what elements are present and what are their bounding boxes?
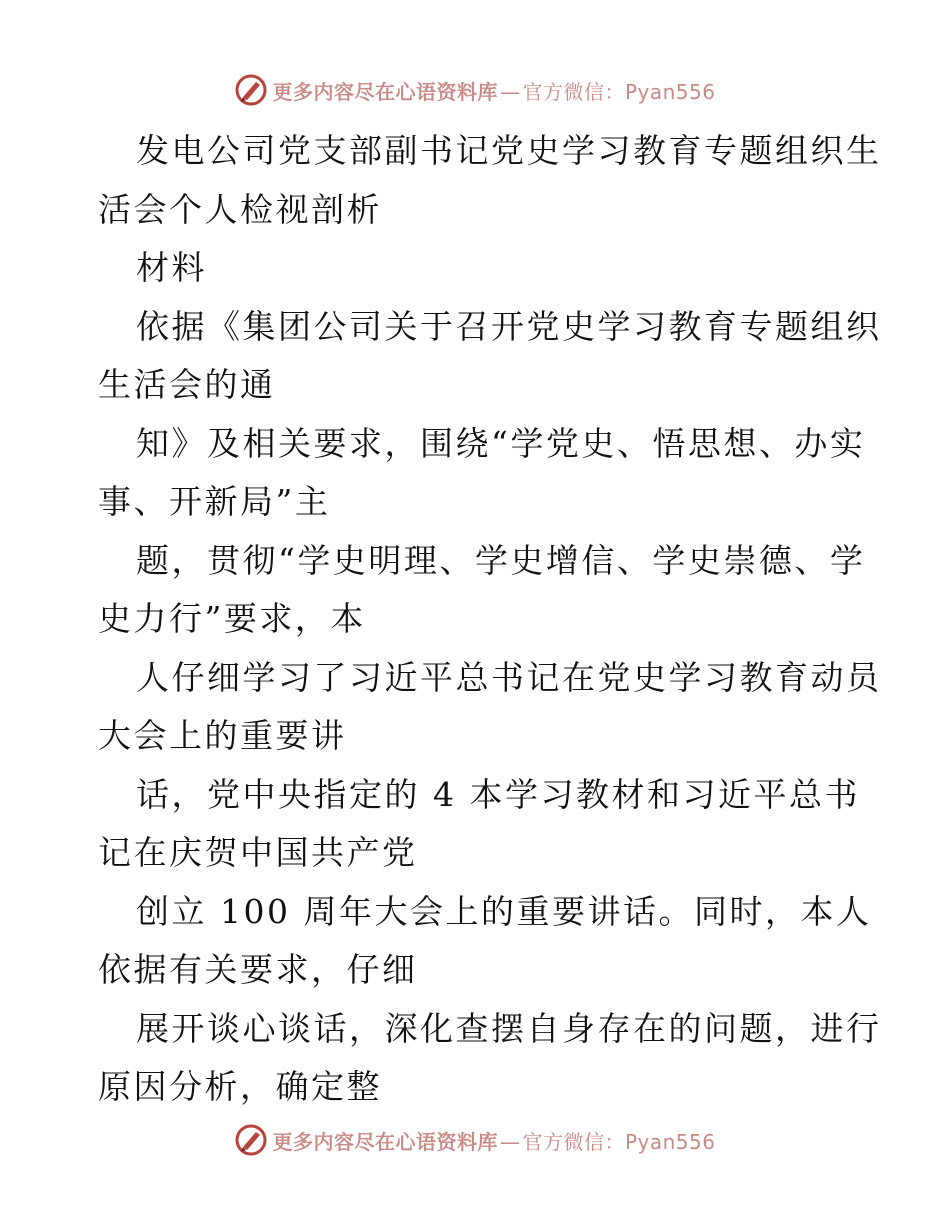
body-text-line: 记在庆贺中国共产党 xyxy=(98,833,418,872)
pen-logo-icon xyxy=(234,1123,268,1157)
body-text-line: 知》及相关要求，围绕“学党史、悟思想、办实 xyxy=(136,423,866,463)
watermark-main-text: 更多内容尽在心语资料库 xyxy=(272,1129,498,1154)
watermark-wechat-text: 官方微信：Pyan556 xyxy=(522,79,716,104)
body-text-line: 题，贯彻“学史明理、学史增信、学史崇德、学 xyxy=(136,540,866,580)
watermark-dash: — xyxy=(499,79,521,104)
pen-logo-icon xyxy=(234,73,268,107)
body-text-line: 人仔细学习了习近平总书记在党史学习教育动员 xyxy=(136,657,882,697)
watermark-dash: — xyxy=(499,1129,521,1154)
body-text-line: 原因分析，确定整 xyxy=(98,1067,382,1106)
header-watermark xyxy=(0,70,950,110)
body-text-line: 话，党中央指定的 4 本学习教材和习近平总书 xyxy=(136,774,860,814)
body-text-line: 依据有关要求，仔细 xyxy=(98,950,418,989)
body-text-line: 事、开新局”主 xyxy=(98,482,331,521)
body-text-line: 材料 xyxy=(136,248,207,287)
document-body xyxy=(98,122,882,1117)
body-text-line: 发电公司党支部副书记党史学习教育专题组织生 xyxy=(136,131,882,170)
body-text-line: 生活会的通 xyxy=(98,365,276,404)
body-text-line: 大会上的重要讲 xyxy=(98,716,347,755)
body-text-line: 活会个人检视剖析 xyxy=(98,189,382,229)
body-text-line: 史力行”要求，本 xyxy=(98,599,366,638)
body-text-line: 创立 100 周年大会上的重要讲话。同时，本人 xyxy=(136,891,872,931)
watermark-wechat-text: 官方微信：Pyan556 xyxy=(522,1129,716,1154)
body-text-line: 依据《集团公司关于召开党史学习教育专题组织 xyxy=(136,306,882,346)
body-text-line: 展开谈心谈话，深化查摆自身存在的问题，进行 xyxy=(136,1008,882,1048)
footer-watermark xyxy=(0,1120,950,1160)
watermark-main-text: 更多内容尽在心语资料库 xyxy=(272,79,498,104)
